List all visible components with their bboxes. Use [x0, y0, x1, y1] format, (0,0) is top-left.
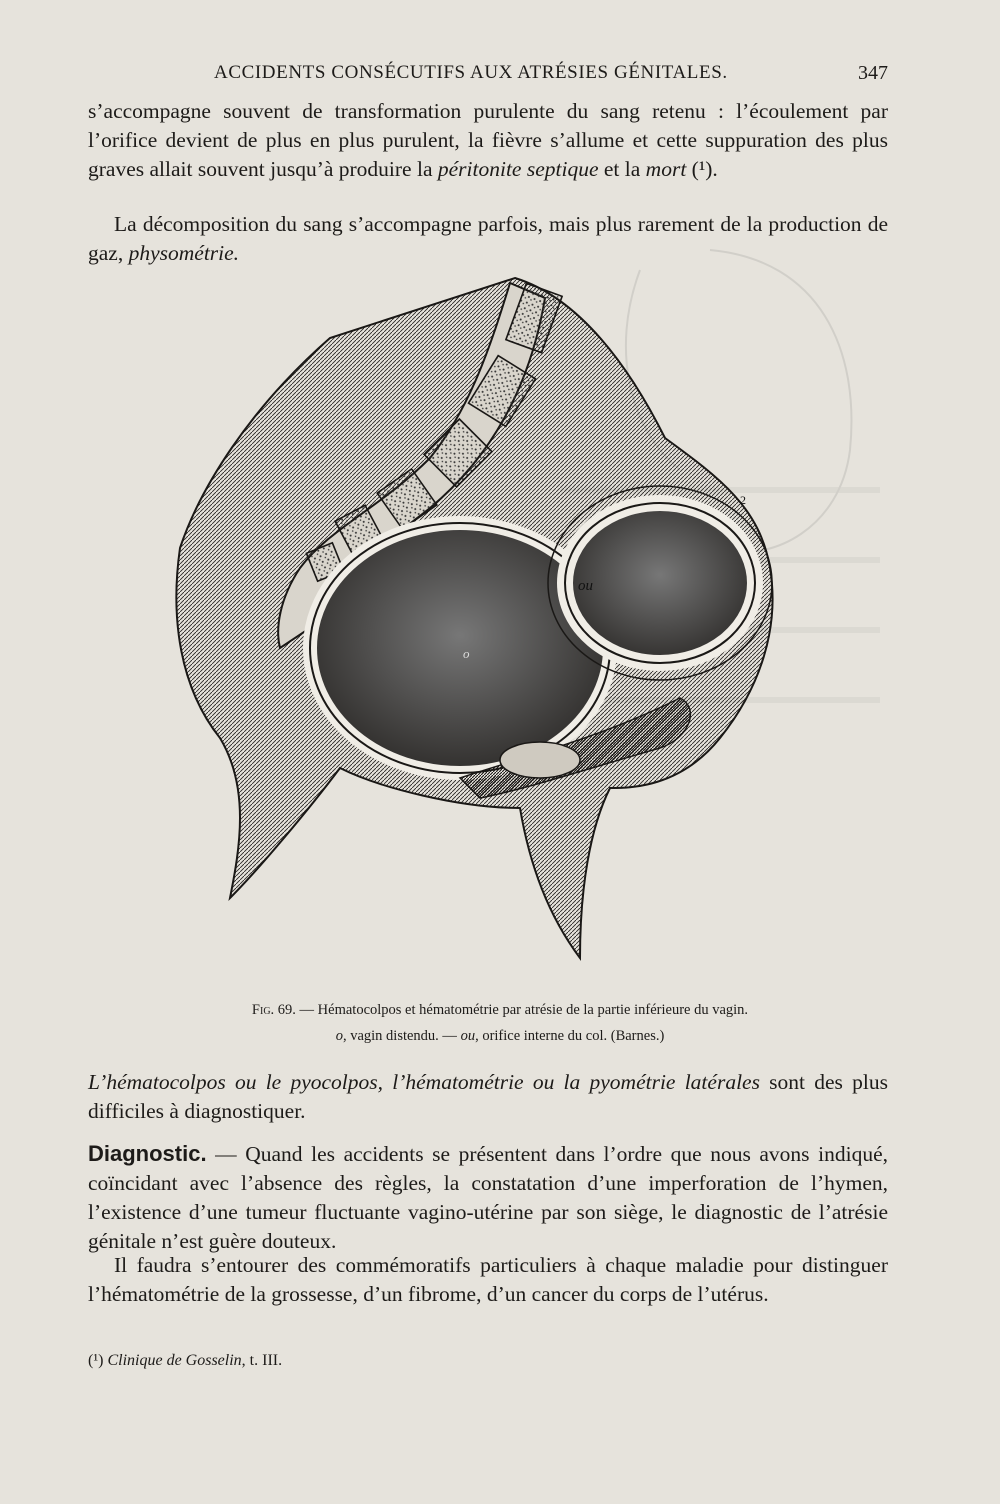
label-2: 2	[740, 493, 746, 507]
footnote: (¹) Clinique de Gosselin, t. III.	[88, 1352, 283, 1369]
section-heading-diagnostic: Diagnostic.	[88, 1141, 207, 1166]
paragraph-suppuration: s’accompagne souvent de transformation purulente du sang retenu : l’écoulement par l’orifice devient de plus en plus purulent, la fièvre s’allume et cette suppuration des plus graves allait souvent jusqu’à produire la péritonite septique et la mort (¹).	[88, 99, 888, 181]
label-ou: ou	[578, 578, 593, 594]
figure-caption-line2: o, vagin distendu. — ou, orifice interne du col. (Barnes.)	[335, 1028, 665, 1044]
figure-caption-line1: Fig. 69. — Hématocolpos et hématométrie par atrésie de la partie inférieure du vagin.	[251, 1002, 749, 1018]
page-number: 347	[858, 62, 888, 84]
paragraph-physometrie: La décomposition du sang s’accompagne parfois, mais plus rarement de la production de gaz, physométrie.	[88, 212, 888, 265]
running-title: ACCIDENTS CONSÉCUTIFS AUX ATRÉSIES GÉNITALES.	[214, 62, 728, 83]
paragraph-diagnostic: Diagnostic. — Quand les accidents se présentent dans l’ordre que nous avons indiqué, coïncidant avec l’absence des règles, la constatation d’une imperforation de l’hymen, l’existence d’une tumeur fluctuante vagino-utérine par son siège, le diagnostic de l’atrésie génitale n’est guère douteux.	[88, 1141, 888, 1253]
footnote-marker: (¹)	[88, 1352, 104, 1369]
paragraph-lateral: L’hématocolpos ou le pyocolpos, l’hématométrie ou la pyométrie latérales sont des plus difficiles à diagnostiquer.	[88, 1070, 888, 1123]
footnote-source: Clinique de Gosselin	[107, 1352, 242, 1369]
anatomical-figure	[160, 268, 810, 988]
paragraph-differential: Il faudra s’entourer des commémoratifs particuliers à chaque maladie pour distinguer l’hématométrie de la grossesse, d’un fibrome, d’un cancer du corps de l’utérus.	[88, 1253, 888, 1306]
label-o: o	[463, 646, 470, 661]
running-header	[88, 62, 888, 92]
